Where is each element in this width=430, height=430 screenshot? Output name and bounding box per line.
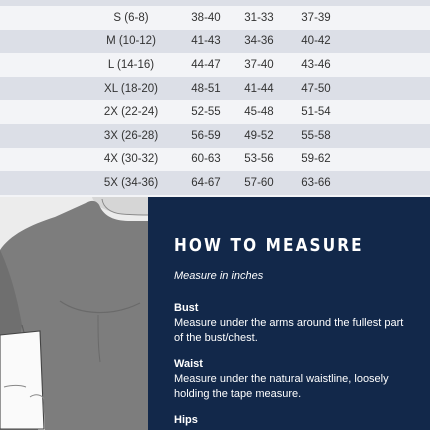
bust-cell: 41-43 xyxy=(191,35,221,48)
hips-heading: Hips xyxy=(174,414,198,426)
table-row xyxy=(0,6,430,30)
table-row xyxy=(0,124,430,148)
measure-subtitle: Measure in inches xyxy=(174,270,264,282)
bust-cell: 48-51 xyxy=(191,82,221,95)
tshirt-figure-icon xyxy=(0,197,150,430)
table-row xyxy=(0,30,430,54)
hips-cell: 63-66 xyxy=(301,176,331,189)
body-figure-illustration xyxy=(0,197,150,430)
waist-cell: 37-40 xyxy=(244,58,274,71)
waist-cell: 31-33 xyxy=(244,11,274,24)
size-cell: M (10-12) xyxy=(106,35,156,48)
waist-cell: 53-56 xyxy=(244,153,274,166)
how-to-measure-panel xyxy=(148,197,430,430)
bust-cell: 56-59 xyxy=(191,129,221,142)
size-cell: 5X (34-36) xyxy=(103,176,159,189)
size-cell: S (6-8) xyxy=(113,11,149,24)
table-row xyxy=(0,77,430,101)
bust-cell: 64-67 xyxy=(191,176,221,189)
hips-cell: 47-50 xyxy=(301,82,331,95)
waist-cell: 57-60 xyxy=(244,176,274,189)
bust-cell: 44-47 xyxy=(191,58,221,71)
hips-cell: 40-42 xyxy=(301,35,331,48)
size-cell: XL (18-20) xyxy=(104,82,158,95)
bust-cell: 38-40 xyxy=(191,11,221,24)
size-cell: L (14-16) xyxy=(107,58,155,71)
hips-cell: 59-62 xyxy=(301,153,331,166)
table-row xyxy=(0,148,430,172)
waist-cell: 49-52 xyxy=(244,129,274,142)
size-chart-table xyxy=(0,0,430,197)
measure-title: HOW TO MEASURE xyxy=(174,235,364,256)
size-cell: 4X (30-32) xyxy=(103,153,159,166)
hips-cell: 51-54 xyxy=(301,106,331,119)
hips-cell: 37-39 xyxy=(301,11,331,24)
bust-cell: 52-55 xyxy=(191,106,221,119)
table-row xyxy=(0,171,430,195)
waist-cell: 34-36 xyxy=(244,35,274,48)
waist-cell: 45-48 xyxy=(244,106,274,119)
bust-instructions: Measure under the arms around the fullest part of the bust/chest. xyxy=(174,317,404,344)
size-cell: 2X (22-24) xyxy=(103,106,159,119)
table-row xyxy=(0,100,430,124)
bust-cell: 60-63 xyxy=(191,153,221,166)
hips-cell: 43-46 xyxy=(301,58,331,71)
waist-heading: Waist xyxy=(174,358,203,370)
bust-heading: Bust xyxy=(174,302,199,314)
waist-instructions: Measure under the natural waistline, loosely holding the tape measure. xyxy=(174,373,389,400)
hips-cell: 55-58 xyxy=(301,129,331,142)
table-row xyxy=(0,53,430,77)
size-cell: 3X (26-28) xyxy=(103,129,159,142)
waist-cell: 41-44 xyxy=(244,82,274,95)
